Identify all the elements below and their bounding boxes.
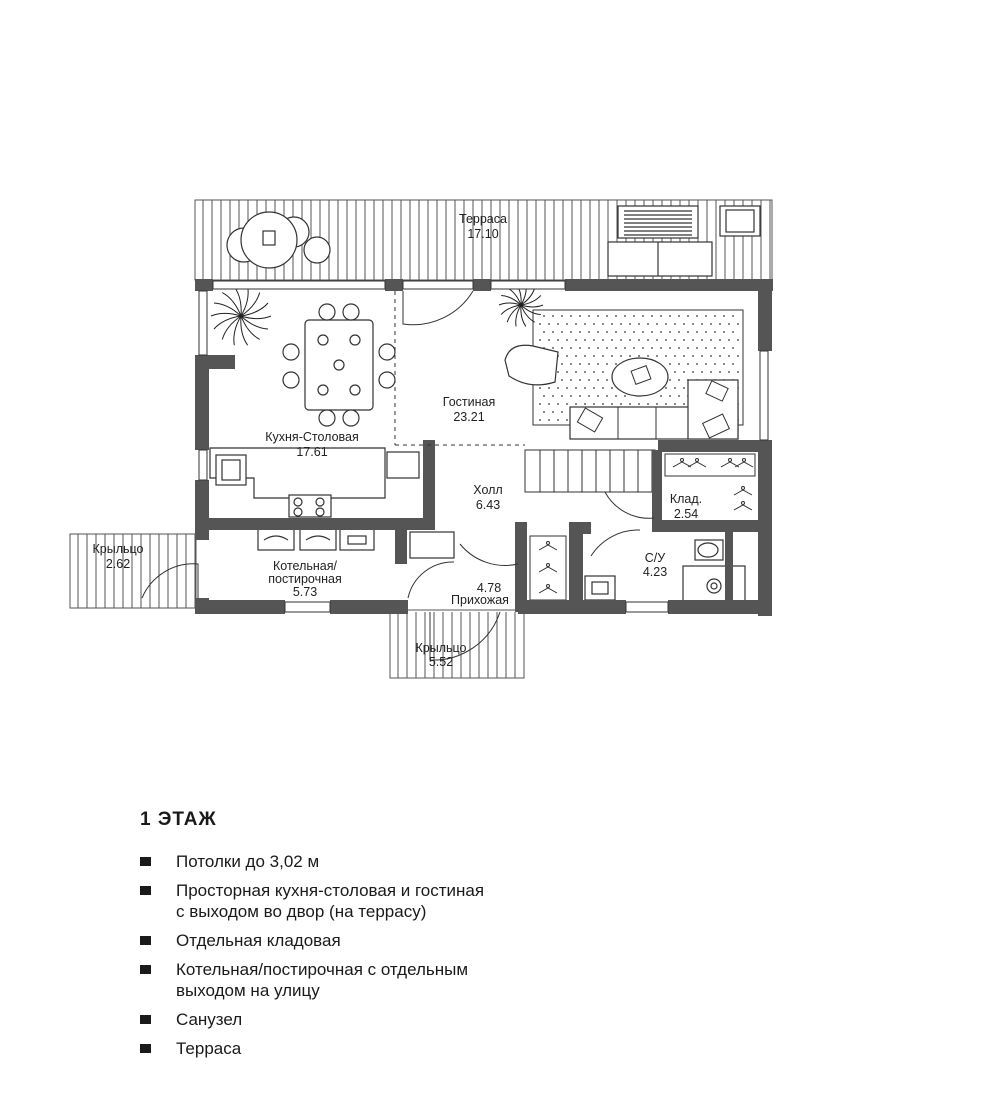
bullet-icon [140,886,151,895]
feature-item: Санузел [140,1009,484,1030]
feature-item: Терраса [140,1038,484,1059]
room-area-kitchen: 17.61 [296,445,328,459]
room-area-porch-front: 5.52 [428,655,454,669]
room-name-porch-front: Крыльцо [415,641,467,655]
living-carpet [505,310,743,439]
staircase [525,450,655,492]
bullet-icon [140,1044,151,1053]
feature-list [140,851,484,1067]
plant-icon [211,287,271,345]
room-name-kitchen: Кухня-Столовая [265,430,359,444]
bullet-icon [140,965,151,974]
room-name-terrace: Терраса [459,212,507,226]
bullet-icon [140,1015,151,1024]
room-area-living: 23.21 [453,410,485,424]
feature-item: Потолки до 3,02 м [140,851,484,872]
room-name-porch-left: Крыльцо [92,542,144,556]
room-name-boiler-2: постирочная [268,572,342,586]
dining-table [283,304,395,426]
room-area-boiler: 5.73 [292,585,318,599]
room-area-pantry: 2.54 [673,507,699,521]
room-name-pantry: Клад. [669,492,703,506]
room-area-wc: 4.23 [642,565,668,579]
feature-item: Котельная/постирочная с отдельным выходом на улицу [140,959,484,1001]
room-area-porch-left: 2.62 [105,557,131,571]
feature-item: Отдельная кладовая [140,930,484,951]
room-name-living: Гостиная [442,395,496,409]
room-name-wc: С/У [644,551,666,565]
room-area-hall: 6.43 [475,498,501,512]
room-area-entrance: 4.78 [476,581,502,595]
bullet-icon [140,936,151,945]
room-name-hall: Холл [473,483,503,497]
floor-title: 1 ЭТАЖ [140,809,217,830]
feature-item: Просторная кухня-столовая и гостиная с выходом во двор (на террасу) [140,880,484,922]
room-name-entrance: Прихожая [451,593,509,607]
bullet-icon [140,857,151,866]
room-name-boiler: Котельная/ [273,559,337,573]
room-area-terrace: 17.10 [467,227,499,241]
